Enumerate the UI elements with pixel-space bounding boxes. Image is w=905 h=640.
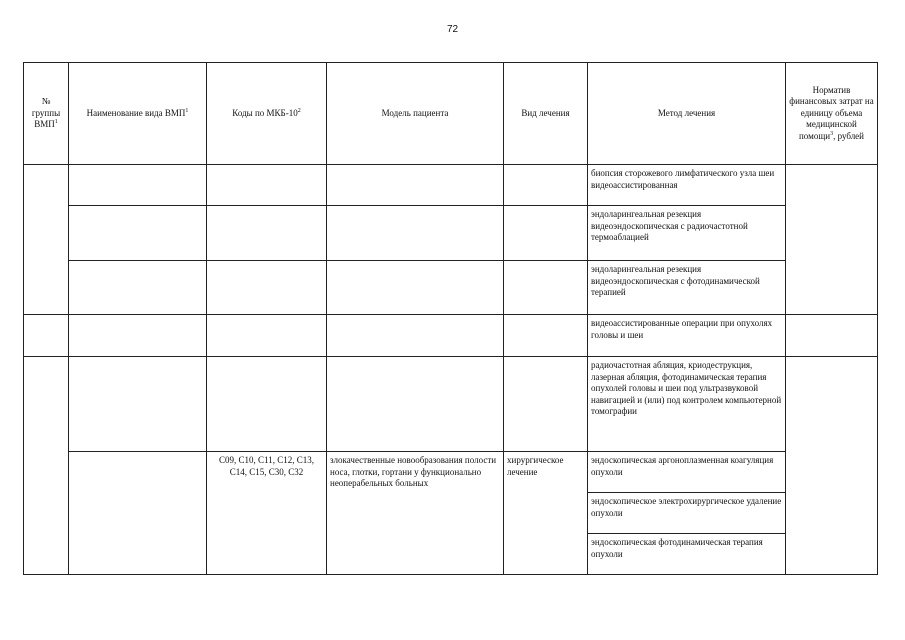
cell-model — [327, 165, 504, 206]
cell-vmp — [69, 315, 207, 357]
cell-method: биопсия сторожевого лимфатического узла шеи видеоассистированная — [588, 165, 786, 206]
header-icd-codes: Коды по МКБ-$10^2$ — [207, 63, 327, 165]
cell-type: хирургическое лечение — [504, 452, 588, 575]
cell-codes — [207, 357, 327, 452]
header-treatment-type: Вид лечения — [504, 63, 588, 165]
cell-model — [327, 206, 504, 261]
cell-method: эндоларингеальная резекция видеоэндоскопическая с фотодинамической терапией — [588, 261, 786, 315]
header-cost-norm: Норматив финансовых затрат на единицу объема медицинской помощи$^3$, рублей — [786, 63, 878, 165]
table-row — [24, 206, 878, 261]
header-treatment-method: Метод лечения — [588, 63, 786, 165]
cell-method: радиочастотная абляция, криодеструкция, лазерная абляция, фотодинамическая терапия опухолей головы и шеи под ультразвуковой навигацией и (или) под контролем компьютерной томографии — [588, 357, 786, 452]
cell-type — [504, 261, 588, 315]
cell-model — [327, 261, 504, 315]
cell-type — [504, 206, 588, 261]
cell-group — [24, 165, 69, 315]
cell-method: эндоскопическая фотодинамическая терапия опухоли — [588, 534, 786, 575]
cell-type — [504, 357, 588, 452]
header-vmp-name: Наименование вида ВМП$^1$ — [69, 63, 207, 165]
cell-method: видеоассистированные операции при опухолях головы и шеи — [588, 315, 786, 357]
cell-codes — [207, 315, 327, 357]
table-row — [24, 165, 878, 206]
table-row — [24, 315, 878, 357]
page-number: 72 — [446, 24, 459, 35]
cell-group — [24, 357, 69, 575]
cell-model — [327, 315, 504, 357]
cell-model: злокачественные новообразования полости носа, глотки, гортани у функционально неоперабельных больных — [327, 452, 504, 575]
cell-codes — [207, 165, 327, 206]
cell-codes — [207, 261, 327, 315]
header-patient-model: Модель пациента — [327, 63, 504, 165]
table-row — [24, 261, 878, 315]
table-header-row — [24, 63, 878, 165]
cell-codes: C09, C10, C11, C12, C13, C14, C15, C30, C32 — [207, 452, 327, 575]
cell-vmp — [69, 165, 207, 206]
cell-codes — [207, 206, 327, 261]
cell-vmp — [69, 357, 207, 452]
cell-model — [327, 357, 504, 452]
cell-vmp — [69, 452, 207, 575]
cell-type — [504, 165, 588, 206]
table-row — [24, 357, 878, 452]
cell-vmp — [69, 261, 207, 315]
header-group-number: № группы ВМП$^1$ — [24, 63, 69, 165]
cell-group — [24, 315, 69, 357]
cell-method: эндоларингеальная резекция видеоэндоскопическая с радиочастотной термоаблацией — [588, 206, 786, 261]
table-row — [24, 452, 878, 493]
vmp-table — [23, 62, 878, 575]
cell-cost — [786, 165, 878, 315]
cell-type — [504, 315, 588, 357]
cell-cost — [786, 357, 878, 575]
cell-vmp — [69, 206, 207, 261]
cell-method: эндоскопическое электрохирургическое удаление опухоли — [588, 493, 786, 534]
cell-cost — [786, 315, 878, 357]
cell-method: эндоскопическая аргоноплазменная коагуляция опухоли — [588, 452, 786, 493]
